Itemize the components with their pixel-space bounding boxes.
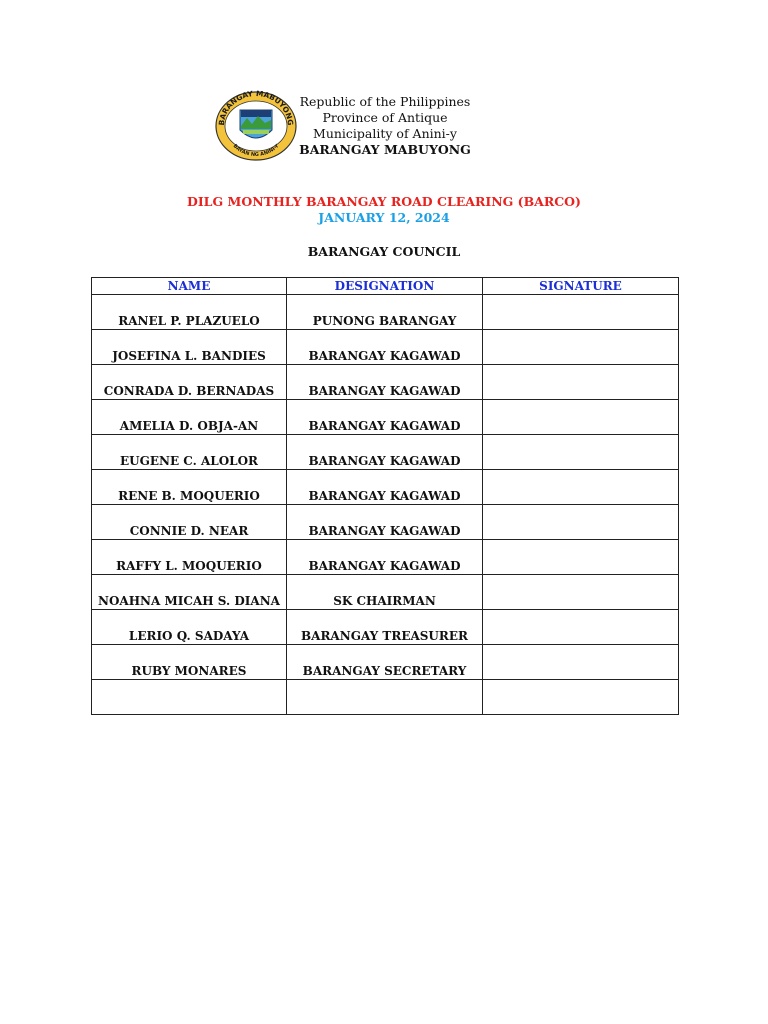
name-cell: NOAHNA MICAH S. DIANA	[92, 575, 287, 610]
seal-arc-top-text: BARANGAY MABUYONG	[216, 90, 296, 126]
header-line-province: Province of Antique	[322, 110, 448, 125]
designation-cell: SK CHAIRMAN	[287, 575, 483, 610]
signature-cell[interactable]	[483, 505, 679, 540]
letterhead	[290, 94, 480, 158]
name-cell: CONRADA D. BERNADAS	[92, 365, 287, 400]
designation-cell: BARANGAY KAGAWAD	[287, 400, 483, 435]
column-header-designation: DESIGNATION	[287, 278, 483, 295]
signature-cell[interactable]	[483, 330, 679, 365]
signature-cell[interactable]	[483, 295, 679, 330]
name-cell: JOSEFINA L. BANDIES	[92, 330, 287, 365]
signature-cell[interactable]	[483, 470, 679, 505]
name-cell: RENE B. MOQUERIO	[92, 470, 287, 505]
table-row	[92, 470, 679, 505]
signature-cell[interactable]	[483, 400, 679, 435]
name-cell: RAFFY L. MOQUERIO	[92, 540, 287, 575]
header-line-barangay: BARANGAY MABUYONG	[299, 142, 471, 157]
name-cell[interactable]	[92, 680, 287, 715]
designation-cell: BARANGAY KAGAWAD	[287, 540, 483, 575]
designation-cell: BARANGAY KAGAWAD	[287, 330, 483, 365]
designation-cell: BARANGAY KAGAWAD	[287, 365, 483, 400]
table-row	[92, 540, 679, 575]
header-line-republic: Republic of the Philippines	[299, 94, 471, 109]
document-title: DILG MONTHLY BARANGAY ROAD CLEARING (BARCO)	[187, 194, 581, 209]
name-cell: RUBY MONARES	[92, 645, 287, 680]
council-attendance-table	[91, 277, 679, 715]
document-date: JANUARY 12, 2024	[318, 210, 450, 225]
header-line-municipality: Municipality of Anini-y	[313, 126, 457, 141]
table-row	[92, 400, 679, 435]
designation-cell[interactable]	[287, 680, 483, 715]
table-row	[92, 330, 679, 365]
table-row	[92, 575, 679, 610]
designation-cell: BARANGAY SECRETARY	[287, 645, 483, 680]
table-row	[92, 435, 679, 470]
signature-cell[interactable]	[483, 645, 679, 680]
barangay-seal-logo	[210, 90, 302, 162]
signature-cell[interactable]	[483, 365, 679, 400]
table-row	[92, 295, 679, 330]
name-cell: AMELIA D. OBJA-AN	[92, 400, 287, 435]
designation-cell: PUNONG BARANGAY	[287, 295, 483, 330]
signature-cell[interactable]	[483, 610, 679, 645]
table-row	[92, 645, 679, 680]
signature-cell[interactable]	[483, 540, 679, 575]
table-row	[92, 365, 679, 400]
designation-cell: BARANGAY KAGAWAD	[287, 505, 483, 540]
table-row	[92, 680, 679, 715]
signature-cell[interactable]	[483, 680, 679, 715]
table-header-row	[92, 278, 679, 295]
section-title: BARANGAY COUNCIL	[307, 244, 461, 259]
column-header-signature: SIGNATURE	[483, 278, 679, 295]
seal-arc-bottom-text: BAYAN NG ANINI-Y	[231, 143, 281, 159]
name-cell: CONNIE D. NEAR	[92, 505, 287, 540]
signature-cell[interactable]	[483, 435, 679, 470]
name-cell: LERIO Q. SADAYA	[92, 610, 287, 645]
signature-cell[interactable]	[483, 575, 679, 610]
column-header-name: NAME	[92, 278, 287, 295]
designation-cell: BARANGAY TREASURER	[287, 610, 483, 645]
designation-cell: BARANGAY KAGAWAD	[287, 470, 483, 505]
designation-cell: BARANGAY KAGAWAD	[287, 435, 483, 470]
name-cell: RANEL P. PLAZUELO	[92, 295, 287, 330]
seal-shield-icon	[240, 110, 272, 138]
table-row	[92, 610, 679, 645]
table-row	[92, 505, 679, 540]
name-cell: EUGENE C. ALOLOR	[92, 435, 287, 470]
